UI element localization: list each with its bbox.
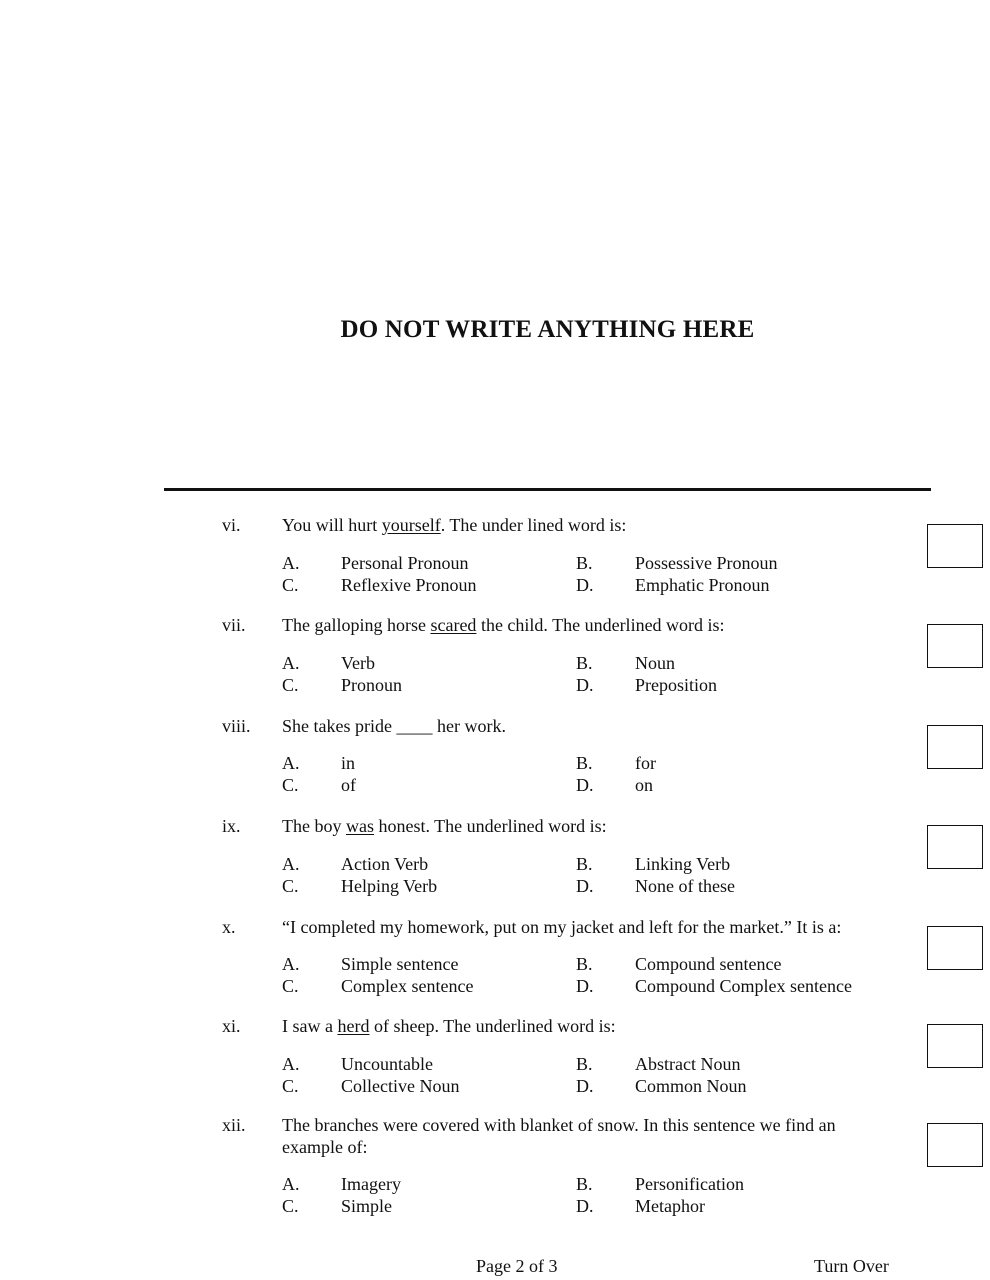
option-c-text: Simple bbox=[341, 1196, 393, 1216]
option-b-text: Possessive Pronoun bbox=[635, 553, 778, 573]
option-c-text: Reflexive Pronoun bbox=[341, 575, 477, 595]
answer-box-viii[interactable] bbox=[927, 725, 983, 769]
answer-box-xi[interactable] bbox=[927, 1024, 983, 1068]
option-c-letter: C. bbox=[282, 775, 299, 795]
question-number: vii. bbox=[222, 615, 246, 635]
option-b-text: for bbox=[635, 753, 656, 773]
option-c-letter: C. bbox=[282, 976, 299, 996]
question-number: xi. bbox=[222, 1016, 241, 1036]
option-c-text: of bbox=[341, 775, 356, 795]
option-a-letter: A. bbox=[282, 854, 300, 874]
answer-box-x[interactable] bbox=[927, 926, 983, 970]
question-stem: The boy was honest. The underlined word is: bbox=[282, 816, 607, 836]
option-d-letter: D. bbox=[576, 876, 594, 896]
option-d-text: Preposition bbox=[635, 675, 718, 695]
do-not-write-notice: DO NOT WRITE ANYTHING HERE bbox=[340, 316, 755, 343]
option-c-text: Pronoun bbox=[341, 675, 403, 695]
question-stem: You will hurt yourself. The under lined word is: bbox=[282, 515, 627, 535]
option-c-letter: C. bbox=[282, 675, 299, 695]
option-c-text: Complex sentence bbox=[341, 976, 474, 996]
question-stem: She takes pride ____ her work. bbox=[282, 716, 506, 736]
option-a-text: Action Verb bbox=[341, 854, 429, 874]
option-b-letter: B. bbox=[576, 753, 593, 773]
option-b-text: Personification bbox=[635, 1174, 744, 1194]
question-stem: The galloping horse scared the child. The underlined word is: bbox=[282, 615, 725, 635]
option-c-text: Collective Noun bbox=[341, 1076, 460, 1096]
option-d-text: Emphatic Pronoun bbox=[635, 575, 770, 595]
question-number: vi. bbox=[222, 515, 241, 535]
option-a-text: Simple sentence bbox=[341, 954, 459, 974]
option-c-letter: C. bbox=[282, 1196, 299, 1216]
underlined-word: yourself bbox=[381, 515, 441, 535]
option-b-letter: B. bbox=[576, 854, 593, 874]
page-number: Page 2 of 3 bbox=[476, 1256, 558, 1276]
question-stem: The branches were covered with blanket of snow. In this sentence we find an example of: bbox=[282, 1115, 836, 1157]
option-a-letter: A. bbox=[282, 1174, 300, 1194]
option-a-letter: A. bbox=[282, 653, 300, 673]
option-a-text: Verb bbox=[341, 653, 375, 673]
option-d-letter: D. bbox=[576, 575, 594, 595]
option-d-letter: D. bbox=[576, 1076, 594, 1096]
question-stem: I saw a herd of sheep. The underlined word is: bbox=[282, 1016, 616, 1036]
option-b-letter: B. bbox=[576, 954, 593, 974]
question-number: xii. bbox=[222, 1115, 246, 1135]
option-c-letter: C. bbox=[282, 1076, 299, 1096]
option-b-letter: B. bbox=[576, 1174, 593, 1194]
option-b-letter: B. bbox=[576, 553, 593, 573]
option-b-text: Compound sentence bbox=[635, 954, 782, 974]
option-a-letter: A. bbox=[282, 954, 300, 974]
option-d-text: None of these bbox=[635, 876, 735, 896]
option-a-letter: A. bbox=[282, 753, 300, 773]
option-b-text: Abstract Noun bbox=[635, 1054, 741, 1074]
option-c-letter: C. bbox=[282, 575, 299, 595]
option-d-letter: D. bbox=[576, 976, 594, 996]
option-c-letter: C. bbox=[282, 876, 299, 896]
answer-box-vii[interactable] bbox=[927, 624, 983, 668]
horizontal-rule bbox=[164, 488, 931, 491]
underlined-word: herd bbox=[337, 1016, 370, 1036]
option-a-letter: A. bbox=[282, 553, 300, 573]
option-d-text: Compound Complex sentence bbox=[635, 976, 852, 996]
turn-over-label: Turn Over bbox=[814, 1256, 889, 1276]
question-number: ix. bbox=[222, 816, 241, 836]
answer-box-xii[interactable] bbox=[927, 1123, 983, 1167]
question-number: x. bbox=[222, 917, 236, 937]
option-b-text: Linking Verb bbox=[635, 854, 731, 874]
option-a-text: Imagery bbox=[341, 1174, 401, 1194]
answer-box-ix[interactable] bbox=[927, 825, 983, 869]
option-b-letter: B. bbox=[576, 1054, 593, 1074]
option-d-letter: D. bbox=[576, 1196, 594, 1216]
option-d-text: Common Noun bbox=[635, 1076, 747, 1096]
option-d-text: Metaphor bbox=[635, 1196, 705, 1216]
option-a-letter: A. bbox=[282, 1054, 300, 1074]
option-b-text: Noun bbox=[635, 653, 675, 673]
underlined-word: scared bbox=[430, 615, 477, 635]
option-c-text: Helping Verb bbox=[341, 876, 438, 896]
answer-box-vi[interactable] bbox=[927, 524, 983, 568]
option-a-text: Uncountable bbox=[341, 1054, 433, 1074]
option-d-text: on bbox=[635, 775, 653, 795]
option-b-letter: B. bbox=[576, 653, 593, 673]
option-d-letter: D. bbox=[576, 775, 594, 795]
question-stem: “I completed my homework, put on my jacket and left for the market.” It is a: bbox=[282, 917, 842, 937]
underlined-word: was bbox=[345, 816, 374, 836]
option-d-letter: D. bbox=[576, 675, 594, 695]
option-a-text: Personal Pronoun bbox=[341, 553, 469, 573]
option-a-text: in bbox=[341, 753, 356, 773]
question-number: viii. bbox=[222, 716, 251, 736]
